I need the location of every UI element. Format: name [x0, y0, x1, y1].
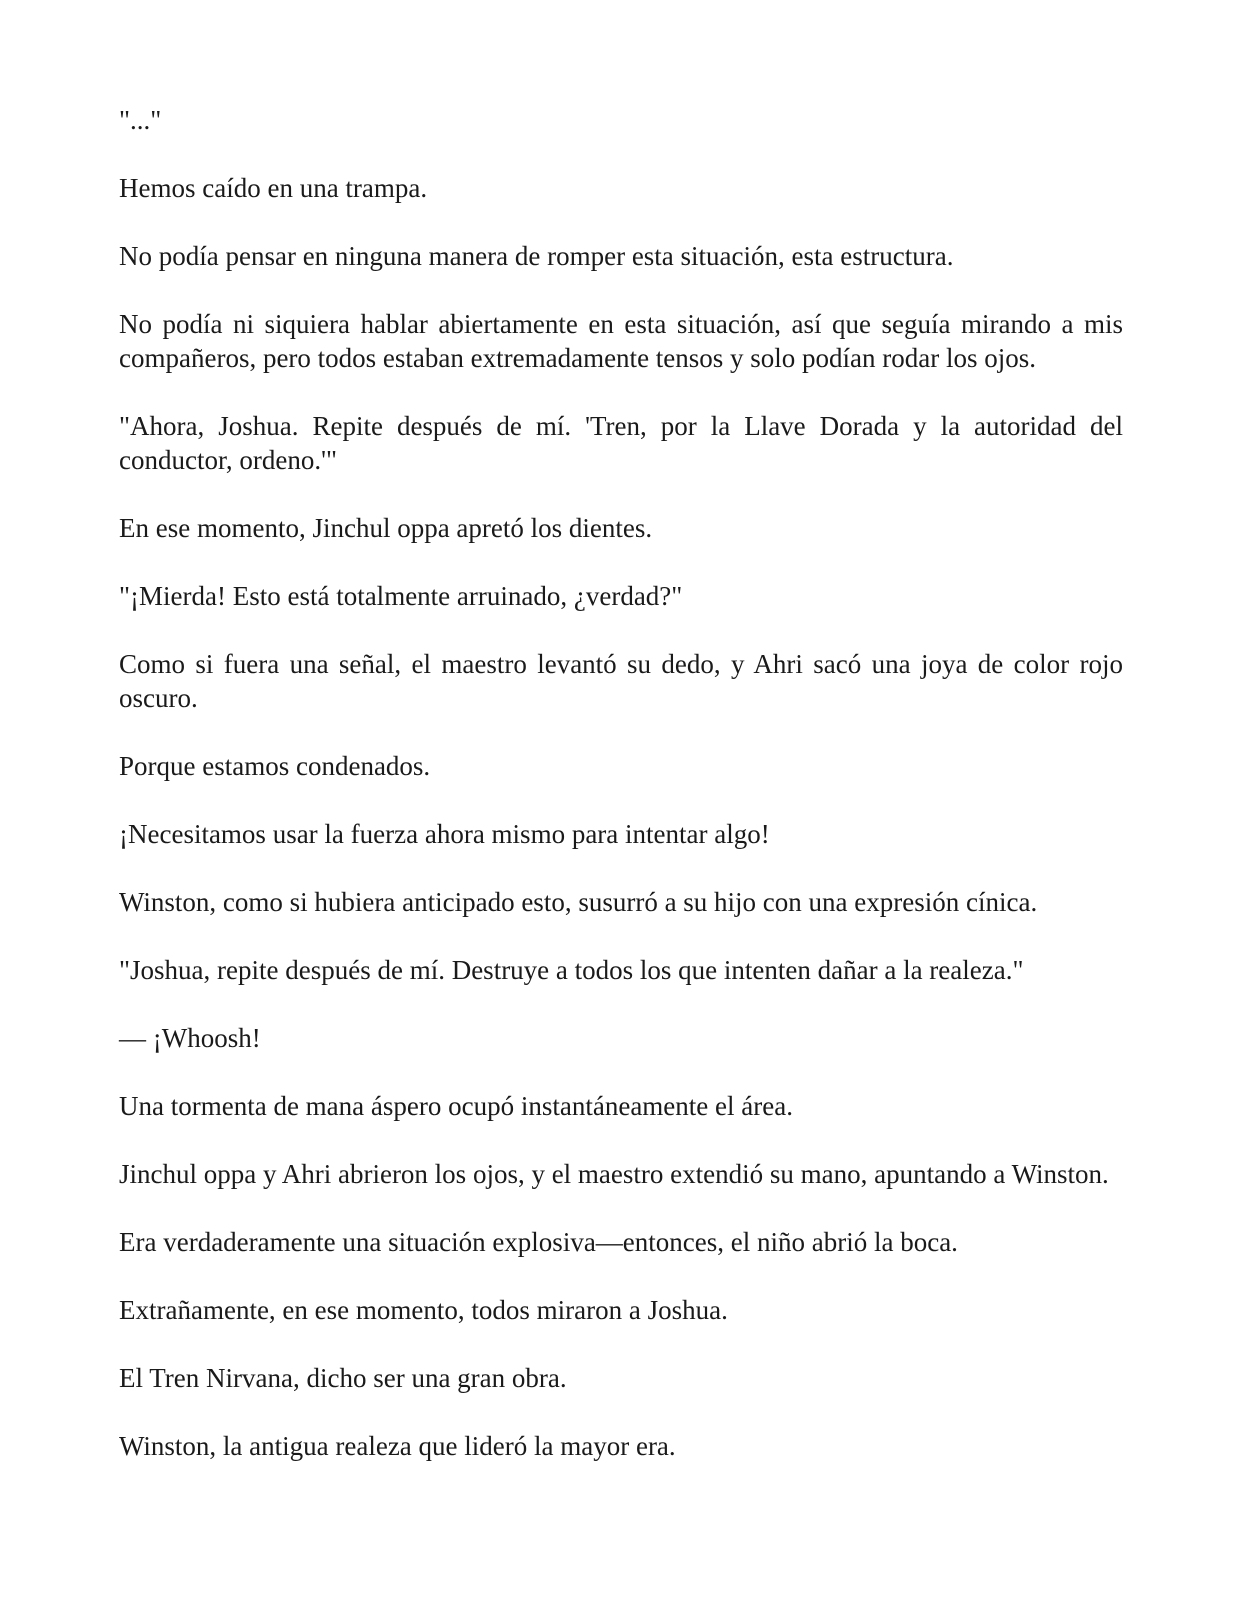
- paragraph-pointing: Jinchul oppa y Ahri abrieron los ojos, y el maestro extendió su mano, apuntando a Winston.: [119, 1159, 1109, 1189]
- paragraph-destroy: "Joshua, repite después de mí. Destruye a todos los que intenten dañar a la realeza.": [119, 955, 1024, 985]
- paragraph-nirvana: El Tren Nirvana, dicho ser una gran obra.: [119, 1363, 567, 1393]
- paragraph-ruined: "¡Mierda! Esto está totalmente arruinado, ¿verdad?": [119, 581, 683, 611]
- paragraph-companions: No podía ni siquiera hablar abiertamente en esta situación, así que seguía mirando a mis compañeros, pero todos estaban extremadamente tensos y solo podían rodar los ojos.: [119, 309, 1123, 373]
- paragraph-command: "Ahora, Joshua. Repite después de mí. 'Tren, por la Llave Dorada y la autoridad del conductor, ordeno.'": [119, 411, 1123, 475]
- paragraph-whisper: Winston, como si hubiera anticipado esto, susurró a su hijo con una expresión cínica.: [119, 887, 1038, 917]
- paragraph-structure: No podía pensar en ninguna manera de romper esta situación, esta estructura.: [119, 241, 954, 271]
- paragraph-trap: Hemos caído en una trampa.: [119, 173, 428, 203]
- paragraph-whoosh: — ¡Whoosh!: [119, 1023, 261, 1053]
- text-body: [119, 103, 1123, 1497]
- paragraph-joshua: Extrañamente, en ese momento, todos miraron a Joshua.: [119, 1295, 728, 1325]
- paragraph-winston: Winston, la antigua realeza que lideró la mayor era.: [119, 1431, 676, 1461]
- paragraph-storm: Una tormenta de mana áspero ocupó instantáneamente el área.: [119, 1091, 793, 1121]
- paragraph-signal: Como si fuera una señal, el maestro levantó su dedo, y Ahri sacó una joya de color rojo oscuro.: [119, 649, 1123, 713]
- paragraph-explosive: Era verdaderamente una situación explosiva—entonces, el niño abrió la boca.: [119, 1227, 958, 1257]
- paragraph-doomed: Porque estamos condenados.: [119, 751, 431, 781]
- paragraph-ellipsis: "...": [119, 105, 162, 135]
- paragraph-force: ¡Necesitamos usar la fuerza ahora mismo para intentar algo!: [119, 819, 770, 849]
- paragraph-teeth: En ese momento, Jinchul oppa apretó los dientes.: [119, 513, 653, 543]
